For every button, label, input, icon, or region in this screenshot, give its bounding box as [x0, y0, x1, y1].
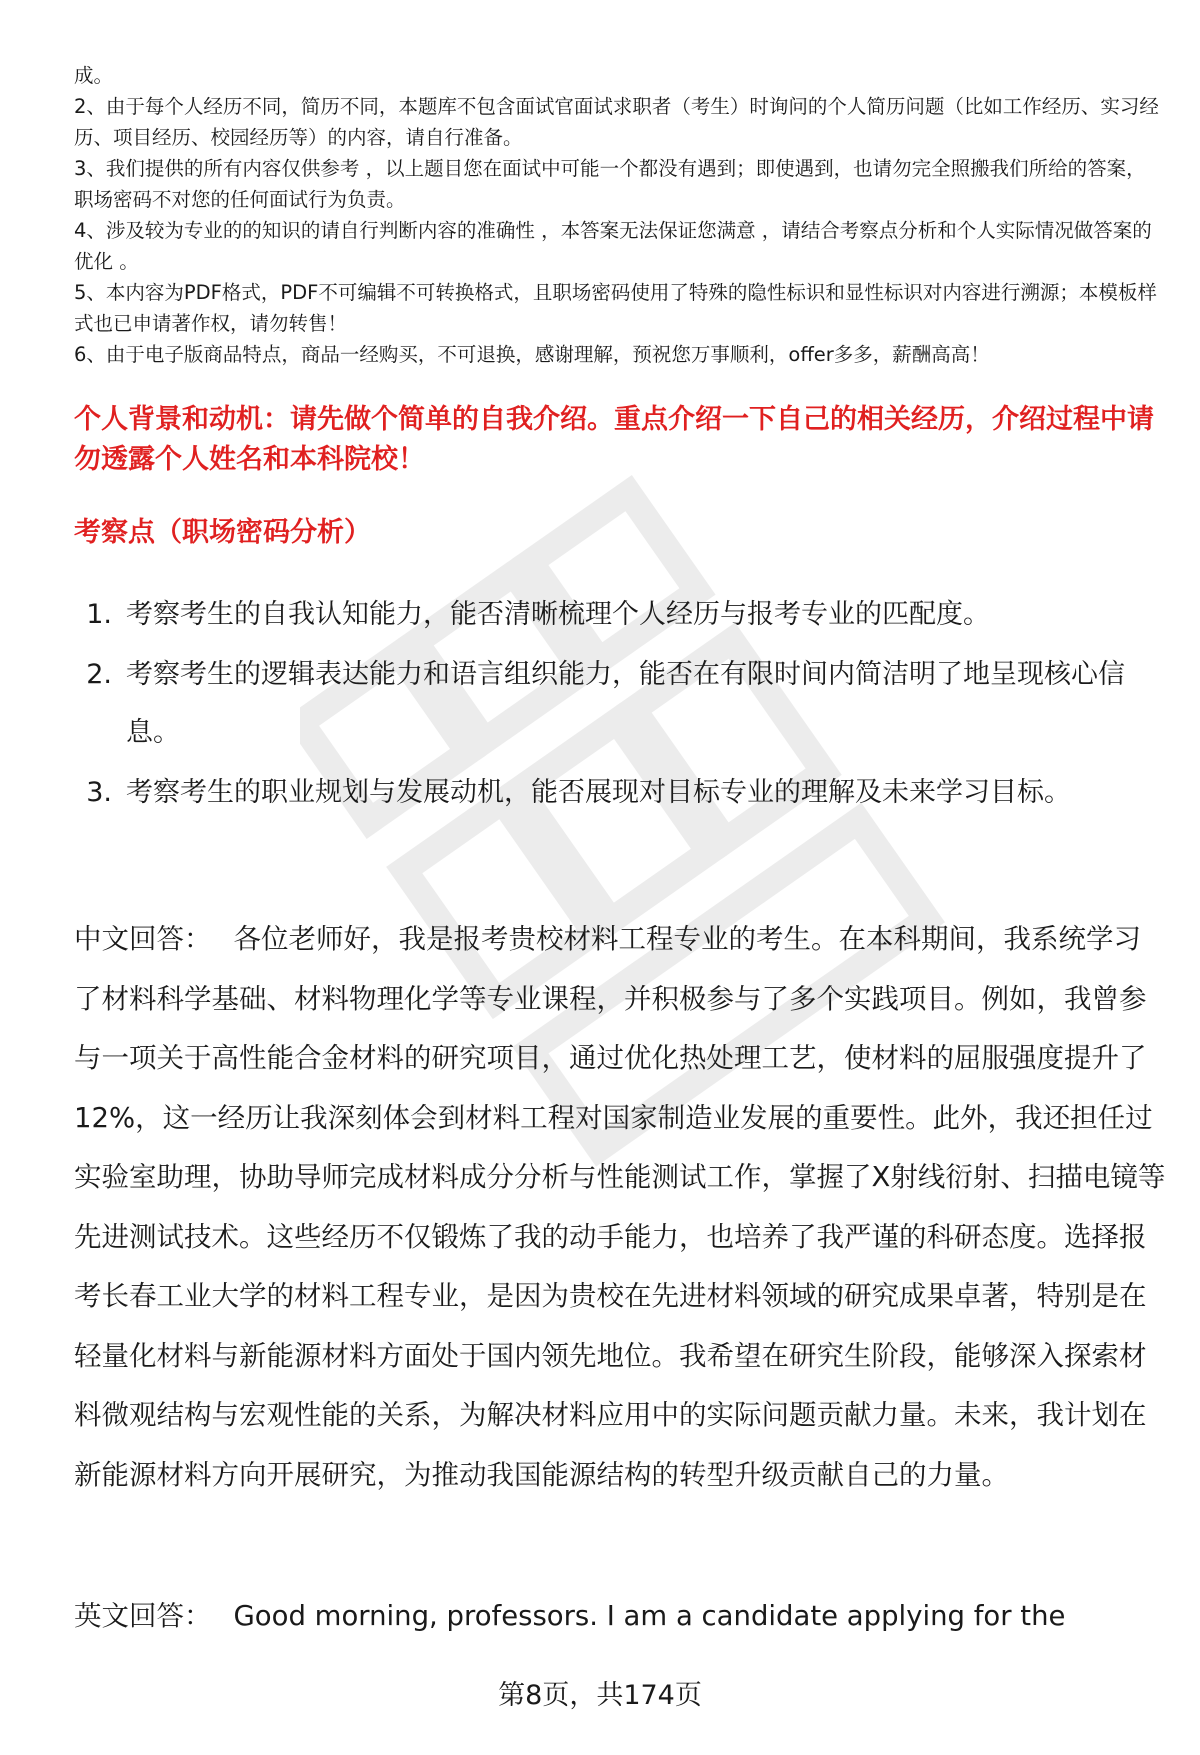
chinese-answer-label: 中文回答：	[74, 923, 212, 955]
point-number: 3.	[86, 777, 112, 808]
english-answer	[74, 1596, 1166, 1636]
point-text: 考察考生的逻辑表达能力和语言组织能力，能否在有限时间内简洁明了地呈现核心信息。	[126, 659, 1125, 748]
assessment-point	[74, 646, 1164, 762]
notice-item: 5、本内容为PDF格式，PDF不可编辑不可转换格式，且职场密码使用了特殊的隐性标识和显性标识对内容进行溯源；本模板样式也已申请著作权，请勿转售！	[74, 281, 1157, 335]
notice-item: 3、我们提供的所有内容仅供参考 ，以上题目您在面试中可能一个都没有遇到；即使遇到，也请勿完全照搬我们所给的答案，职场密码不对您的任何面试行为负责。	[74, 157, 1146, 211]
english-answer-label: 英文回答：	[74, 1600, 212, 1632]
notice-item: 6、由于电子版商品特点，商品一经购买，不可退换，感谢理解，预祝您万事顺利，offer多多，薪酬高高！	[74, 343, 990, 366]
assessment-point	[74, 586, 1164, 644]
question-heading: 个人背景和动机：请先做个简单的自我介绍。重点介绍一下自己的相关经历，介绍过程中请勿透露个人姓名和本科院校！	[74, 404, 1154, 475]
point-text: 考察考生的职业规划与发展动机，能否展现对目标专业的理解及未来学习目标。	[126, 777, 1071, 808]
assessment-points-list	[74, 586, 1164, 824]
assessment-points-heading: 考察点（职场密码分析）	[74, 517, 371, 548]
notice-list	[74, 60, 1164, 370]
notice-item: 2、由于每个人经历不同，简历不同，本题库不包含面试官面试求职者（考生）时询问的个人简历问题（比如工作经历、实习经历、项目经历、校园经历等）的内容，请自行准备。	[74, 95, 1159, 149]
english-answer-text: Good morning, professors. I am a candidate applying for the	[233, 1600, 1066, 1632]
notice-item: 4、涉及较为专业的的知识的请自行判断内容的准确性 ，本答案无法保证您满意 ，请结合考察点分析和个人实际情况做答案的优化 。	[74, 219, 1152, 273]
assessment-point	[74, 764, 1164, 822]
chinese-answer-text: 各位老师好，我是报考贵校材料工程专业的考生。在本科期间，我系统学习了材料科学基础、材料物理化学等专业课程，并积极参与了多个实践项目。例如，我曾参与一项关于高性能合金材料的研究项目，通过优化热处理工艺，使材料的屈服强度提升了12%，这一经历让我深刻体会到材料工程对国家制造业发展的重要性。此外，我还担任过实验室助理，协助导师完成材料成分分析与性能测试工作，掌握了X射线衍射、扫描电镜等先进测试技术。这些经历不仅锻炼了我的动手能力，也培养了我严谨的科研态度。选择报考长春工业大学的材料工程专业，是因为贵校在先进材料领域的研究成果卓著，特别是在轻量化材料与新能源材料方面处于国内领先地位。我希望在研究生阶段，能够深入探索材料微观结构与宏观性能的关系，为解决材料应用中的实际问题贡献力量。未来，我计划在新能源材料方向开展研究，为推动我国能源结构的转型升级贡献自己的力量。	[74, 923, 1166, 1491]
point-number: 1.	[86, 599, 112, 630]
point-number: 2.	[86, 659, 112, 690]
page-footer: 第8页，共174页	[498, 1680, 702, 1711]
notice-item: 成。	[74, 64, 114, 87]
chinese-answer	[74, 910, 1166, 1505]
point-text: 考察考生的自我认知能力，能否清晰梳理个人经历与报考专业的匹配度。	[126, 599, 990, 630]
